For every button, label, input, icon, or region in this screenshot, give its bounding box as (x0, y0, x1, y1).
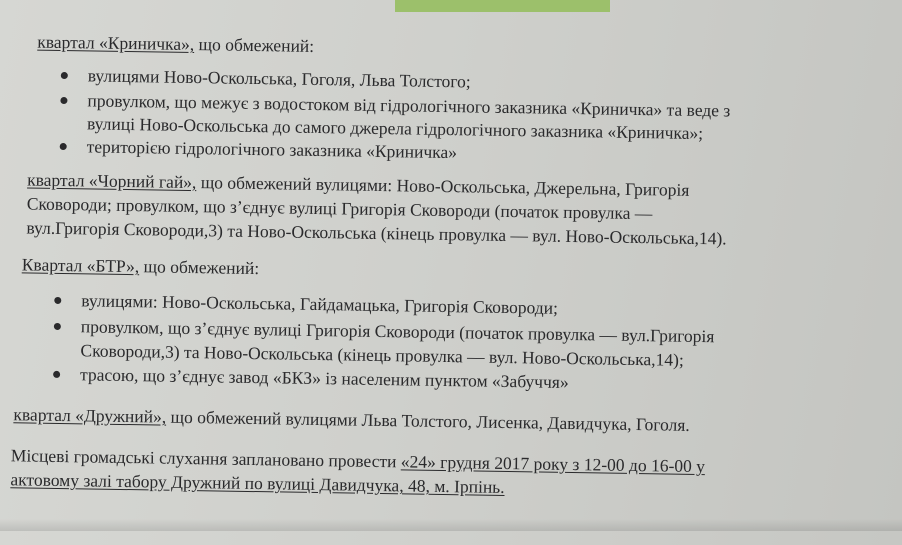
block5-date: «24» грудня 2017 року з 12-00 до 16-00 у (400, 451, 706, 477)
block1-heading (37, 31, 314, 57)
block4-line (13, 403, 690, 436)
block2-line-3: вул.Григорія Сковороди,3) та Ново-Оскольська (кінець провулка — вул. Ново-Оскольська,14). (26, 217, 727, 249)
block3-item-3: трасою, що з’єднує завод «БКЗ» із населеним пунктом «Забуччя» (79, 364, 569, 392)
block2-title: квартал «Чорний гай», (27, 169, 197, 193)
block3-title: Квартал «БТР», (21, 254, 140, 277)
block1-item-1: вулицями Ново-Оскольська, Гоголя, Льва Толстого; (87, 65, 471, 92)
block1-item-2: провулком, що межує з водостоком від гідрологічного заказника «Криничка» та веде з (87, 90, 731, 121)
block1-title: квартал «Криничка», (37, 31, 195, 55)
bullet-icon (54, 297, 61, 304)
block5-venue: актовому залі табору Дружний по вулиці Давидчука, 48, м. Ірпінь. (10, 469, 505, 497)
block3-heading (22, 253, 260, 279)
block3-item-2-cont: Сковороди,3) та Ново-Оскольська (кінець провулка — вул. Ново-Оскольська,14); (80, 340, 684, 370)
block1-item-3: територією гідрологічного заказника «Криничка» (86, 136, 458, 163)
bullet-icon (54, 323, 61, 330)
block5-text: Місцеві громадські слухання заплановано провести (10, 445, 402, 472)
page-bottom-shadow (0, 519, 902, 531)
block2-rest: що обмежений вулицями: Ново-Оскольська, Джерельна, Григорія (196, 172, 690, 200)
bullet-icon (61, 72, 68, 79)
block1-rest: що обмежений: (194, 34, 315, 56)
block2-line-2: Сковороди; провулком, що з’єднує вулиці Григорія Сковороди (початок провулка — (26, 193, 653, 224)
bullet-icon (60, 97, 67, 104)
block3-item-1: вулицями: Ново-Оскольська, Гайдамацька, Григорія Сковороди; (81, 290, 559, 318)
block1-item-2-cont: вулиці Ново-Оскольська до самого джерела гідрологічного заказника «Криничка»; (86, 113, 704, 144)
block3-rest: що обмежений: (139, 256, 260, 279)
bullet-icon (53, 371, 60, 378)
block3-item-2: провулком, що з’єднує вулиці Григорія Сковороди (початок провулка — вул.Григорія (80, 316, 715, 347)
block4-rest: що обмежений вулицями Льва Толстого, Лисенка, Давидчука, Гоголя. (166, 406, 690, 435)
block4-title: квартал «Дружний», (13, 404, 167, 427)
bullet-icon (60, 143, 67, 150)
